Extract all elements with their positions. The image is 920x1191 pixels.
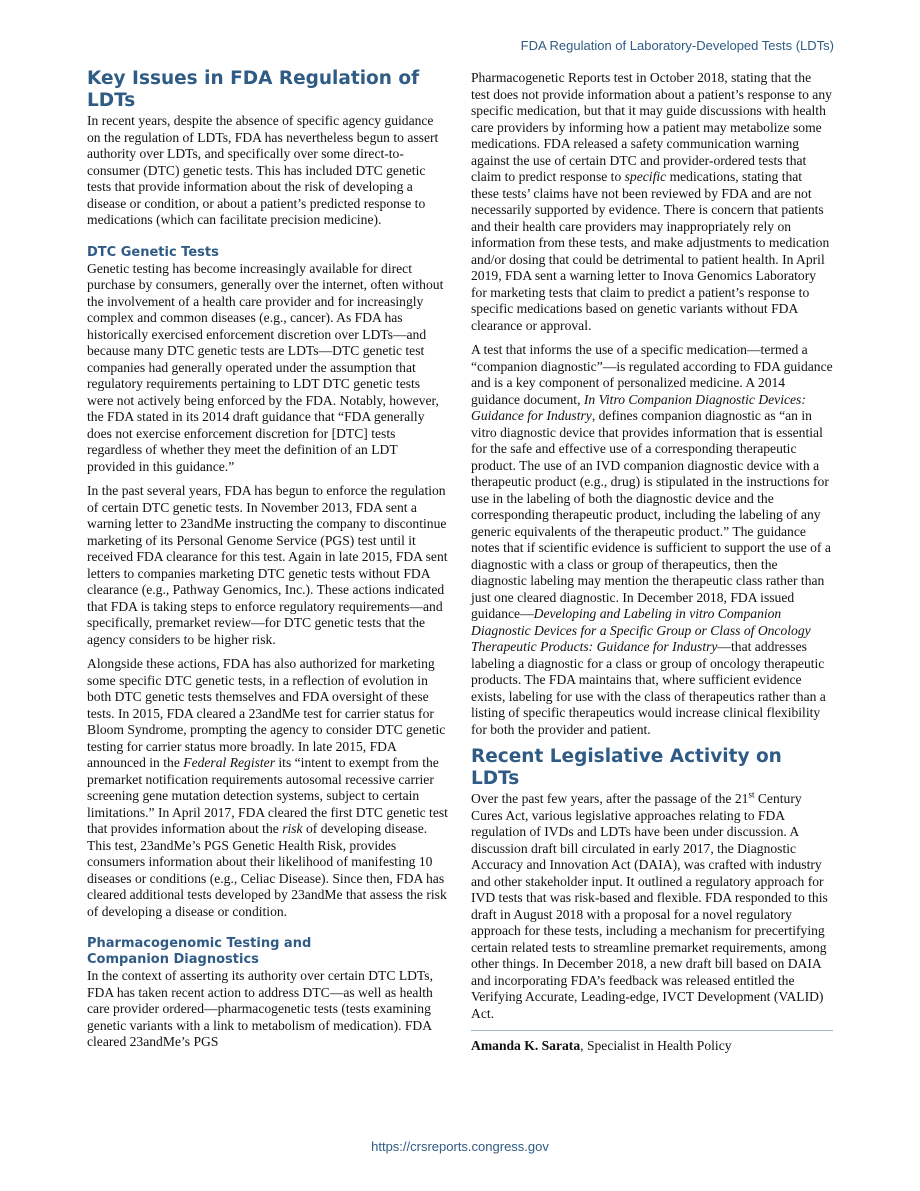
dtc-paragraph-3-text-c: of developing disease. This test, 23andMe’s PGS Genetic Health Risk, provides consumers information about their likelihood of manifesting 10 diseases or conditions (e.g., Celiac Disease). Since then, FDA has cleared additional tests developed by 23andMe that assess the risk of developing a disease or condition. — [87, 821, 447, 919]
risk-italic: risk — [282, 821, 303, 836]
author-title: , Specialist in Health Policy — [580, 1038, 732, 1053]
pharmacogenomic-heading-line-1: Pharmacogenomic Testing and — [87, 936, 312, 951]
dtc-paragraph-3-text-b: its “intent to exempt from the premarket notification requirements autosomal recessive carrier screening gene mutation detection systems, subject to certain limitations.” In April 2017, FDA cleared the first DTC genetic test that provides information about the — [87, 755, 448, 836]
companion-text-c: —that addresses labeling a diagnostic for a class or group of oncology therapeutic products. The FDA maintains that, where sufficient evidence exists, labeling for use with the class of therapeutics rather than a listing of specific therapeutics would increase clinical flexibility for both the provider and patient. — [471, 639, 826, 737]
left-column — [87, 68, 449, 1059]
federal-register-italic: Federal Register — [183, 755, 275, 770]
companion-text-b: , defines companion diagnostic as “an in vitro diagnostic device that provides information that is essential for the safe and effective use of a corresponding therapeutic product. The use of an IVD companion diagnostic device with a therapeutic product (e.g., drug) is stipulated in the instructions for use in the labeling of both the diagnostic device and the corresponding therapeutic product, including the labeling of any generic equivalents of the therapeutic product.” The guidance notes that if scientific evidence is sufficient to support the use of a diagnostic with a class or group of therapeutics, then the diagnostic labeling may mention the therapeutic class rather than just one cleared diagnostic. In December 2018, FDA issued guidance— — [471, 408, 831, 621]
legislative-paragraph — [471, 791, 833, 1022]
key-issues-paragraph: In recent years, despite the absence of specific agency guidance on the regulation of LDTs, FDA has nevertheless begun to assert authority over LDTs, and specifically over some direct-to-consumer (DTC) genetic tests. This has included DTC genetic tests that provide information about the risk of developing a disease or condition, or about a patient’s predicted response to medications (which can facilitate precision medicine). — [87, 113, 439, 227]
companion-text-a: A test that informs the use of a specific medication—termed a “companion diagnostic”—is regulated according to FDA guidance and is a key component of personalized medicine. A 2014 guidance document, — [471, 342, 833, 407]
specific-italic: specific — [624, 169, 667, 184]
pharmacogenomic-paragraph: In the context of asserting its authority over certain DTC LDTs, FDA has taken recent action to address DTC—as well as health care provider ordered—pharmacogenetic tests (tests examining genetic variants with a link to metabolism of medication). FDA cleared 23andMe’s PGS — [87, 968, 433, 1049]
dtc-paragraph-1: Genetic testing has become increasingly available for direct purchase by consumers, generally over the internet, often without the involvement of a health care provider and for increasingly complex and common diseases (e.g., cancer). As FDA has historically exercised enforcement discretion over LDTs—and because many DTC genetic tests are LDTs—DTC genetic test companies had generally operated under the assumption that regulatory requirements pertaining to LDT DTC genetic tests were not actively being enforced by the FDA. Notably, however, the FDA stated in its 2014 draft guidance that “FDA generally does not exercise enforcement discretion for [DTC] tests regardless of whether they meet the definition of an LDT provided in this guidance.” — [87, 260, 444, 474]
ordinal-superscript: st — [748, 789, 755, 800]
legislative-activity-heading: Recent Legislative Activity on LDTs — [471, 746, 782, 789]
legislative-text-a: Over the past few years, after the passage of the 21 — [471, 791, 749, 806]
dtc-paragraph-2: In the past several years, FDA has begun to enforce the regulation of certain DTC genetic tests. In November 2013, FDA sent a warning letter to 23andMe instructing the company to discontinue marketing of its Personal Genome Service (PGS) test until it received FDA clearance for this test. Again in late 2015, FDA sent letters to companies marketing DTC genetic tests without FDA clearance (e.g., Pathway Genomics, Inc.). These actions indicated that FDA is taking steps to enforce regulatory requirements—and specifically, premarket review—for DTC genetic tests that the agency considers to be higher risk. — [87, 483, 448, 647]
pharmacogenomic-heading — [87, 936, 449, 968]
dtc-paragraph-3-text-a: Alongside these actions, FDA has also authorized for marketing some specific DTC genetic tests, in a reflection of evolution in both DTC genetic tests themselves and FDA oversight of these tests. In 2015, FDA cleared a 23andMe test for carrier status for Bloom Syndrome, prompting the agency to consider DTC genetic testing for carrier status more broadly. In late 2015, FDA announced in the — [87, 656, 446, 770]
footer-url-link[interactable]: https://crsreports.congress.gov — [371, 1139, 549, 1154]
pgx-continued-paragraph — [471, 70, 833, 334]
guidance-title-2018-italic: Developing and Labeling in vitro Companion Diagnostic Devices for a Specific Group or Class of Oncology Therapeutic Products: Guidance for Industry — [471, 606, 811, 654]
guidance-title-2014-italic: In Vitro Companion Diagnostic Devices: Guidance for Industry — [471, 391, 806, 423]
pgx-continued-text-a: Pharmacogenetic Reports test in October 2018, stating that the test does not provide information about a patient’s response to any specific medication, but that it may guide discussions with health care providers by informing how a patient may metabolize some medications. FDA released a safety communication warning against the use of certain DTC and provider-ordered tests that claim to predict response to — [471, 70, 832, 184]
pharmacogenomic-heading-line-2: Companion Diagnostics — [87, 952, 259, 967]
pgx-continued-text-b: medications, stating that these tests’ claims have not been reviewed by FDA and are not necessarily supported by evidence. There is concern that patients and their health care providers may inappropriately rely on information from these tests, and make adjustments to medication and/or dosing that could be detrimental to patient health. In April 2019, FDA sent a warning letter to Inova Genomics Laboratory for marketing tests that claim to predict a patient’s response to specific medications based on genetic variants without FDA clearance or approval. — [471, 169, 830, 333]
key-issues-heading: Key Issues in FDA Regulation of LDTs — [87, 68, 420, 111]
companion-diagnostic-paragraph — [471, 342, 833, 738]
running-header-title: FDA Regulation of Laboratory-Developed Tests (LDTs) — [520, 38, 834, 53]
author-line — [471, 1030, 833, 1055]
author-name: Amanda K. Sarata — [471, 1038, 581, 1053]
dtc-genetic-tests-heading: DTC Genetic Tests — [87, 244, 219, 260]
right-column — [471, 70, 833, 1055]
dtc-paragraph-3 — [87, 656, 449, 920]
legislative-text-b: Century Cures Act, various legislative approaches relating to FDA regulation of IVDs and LDTs have been under discussion. A discussion draft bill circulated in early 2017, the Diagnostic Accuracy and Innovation Act (DAIA), was crafted with industry and other stakeholder input. It outlined a regulatory approach for IVD tests that was risk-based and flexible. FDA responded to this draft in August 2018 with a proposal for a novel regulatory approach for these tests, including a mechanism for precertifying certain related tests to streamline premarket requirements, among other things. In December 2018, a new draft bill based on DAIA and incorporating FDA’s feedback was released entitled the Verifying Accurate, Leading-edge, IVCT Development (VALID) Act. — [471, 791, 828, 1021]
